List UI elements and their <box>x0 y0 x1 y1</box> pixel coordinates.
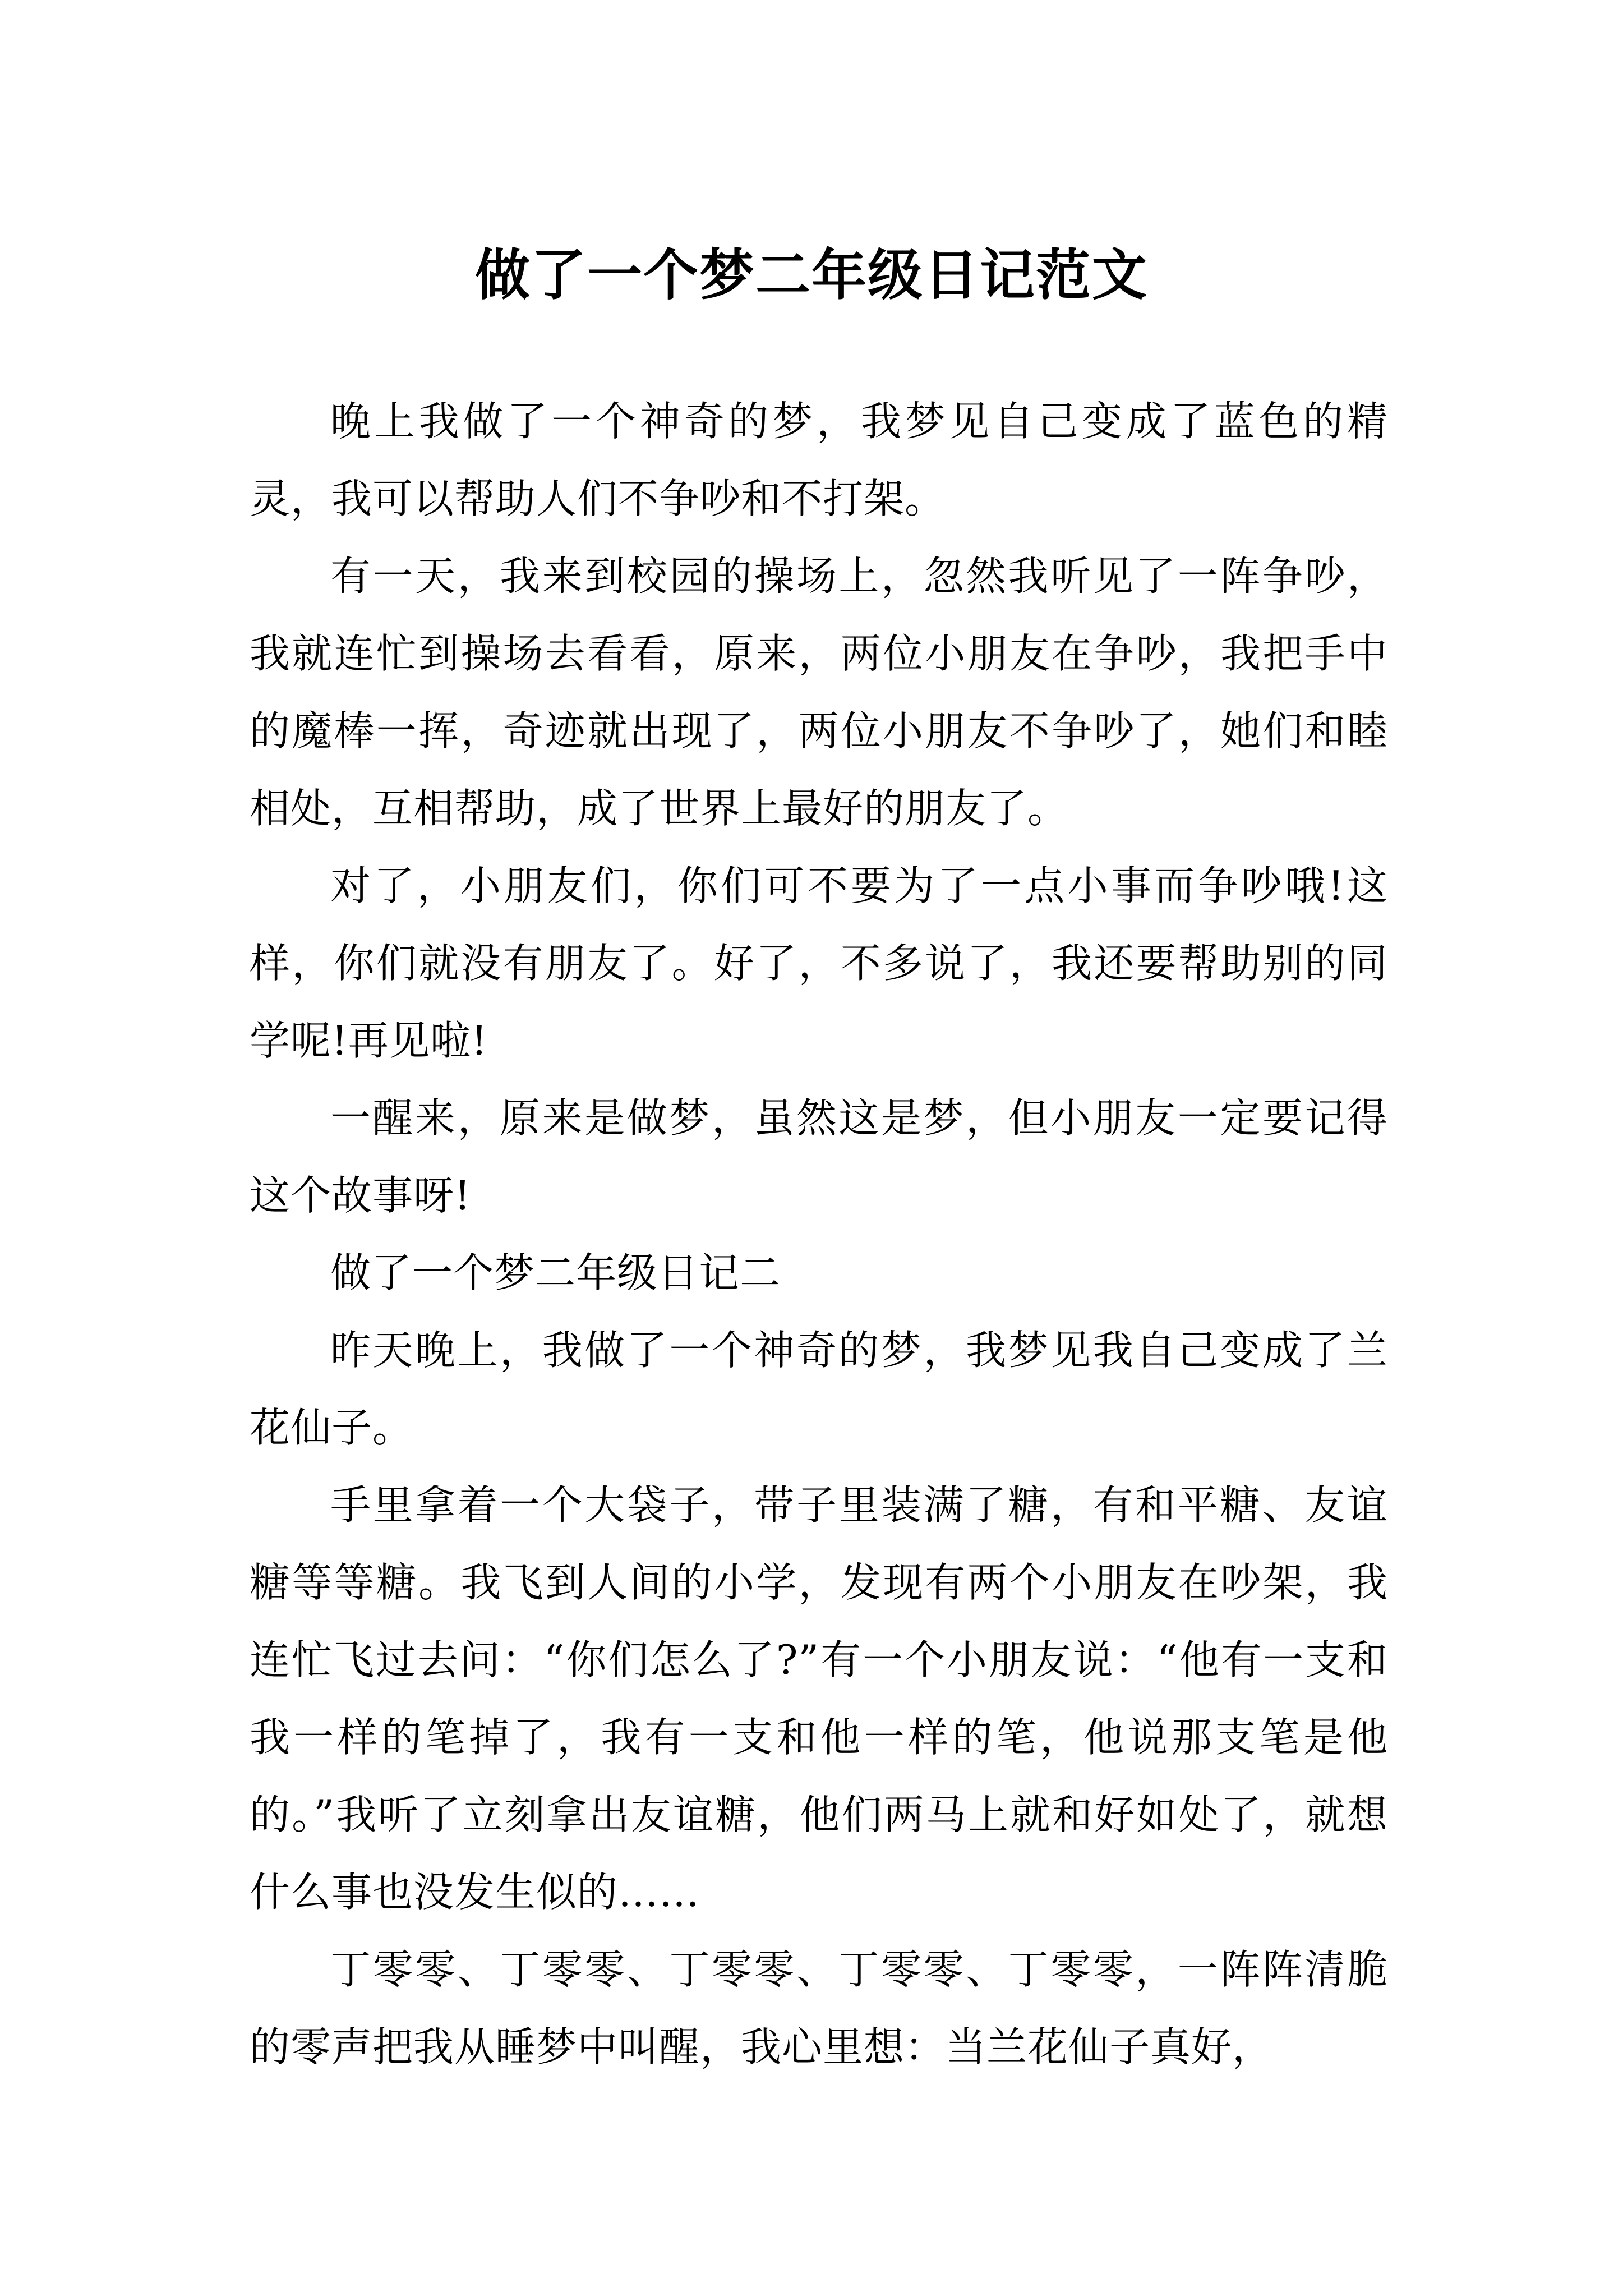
paragraph: 手里拿着一个大袋子，带子里装满了糖，有和平糖、友谊糖等等糖。我飞到人间的小学，发现有两个小朋友在吵架，我连忙飞过去问：“你们怎么了?”有一个小朋友说：“他有一支和我一样的笔掉了，我有一支和他一样的笔，他说那支笔是他的。”我听了立刻拿出友谊糖，他们两马上就和好如处了，就想什么事也没发生似的…… <box>250 1481 1388 1916</box>
paragraph: 丁零零、丁零零、丁零零、丁零零、丁零零，一阵阵清脆的零声把我从睡梦中叫醒，我心里想：当兰花仙子真好， <box>250 1946 1388 2070</box>
section-subtitle: 做了一个梦二年级日记二 <box>330 1249 781 1296</box>
paragraph: 有一天，我来到校园的操场上，忽然我听见了一阵争吵，我就连忙到操场去看看，原来，两位小朋友在争吵，我把手中的魔棒一挥，奇迹就出现了，两位小朋友不争吵了，她们和睦相处，互相帮助，成了世界上最好的朋友了。 <box>250 553 1388 832</box>
document-title: 做了一个梦二年级日记范文 <box>474 242 1148 307</box>
paragraph: 对了，小朋友们，你们可不要为了一点小事而争吵哦!这样，你们就没有朋友了。好了，不多说了，我还要帮助别的同学呢!再见啦! <box>250 862 1388 1064</box>
paragraph: 晚上我做了一个神奇的梦，我梦见自己变成了蓝色的精灵，我可以帮助人们不争吵和不打架。 <box>250 398 1388 522</box>
document-body <box>250 383 1388 2086</box>
paragraph: 昨天晚上，我做了一个神奇的梦，我梦见我自己变成了兰花仙子。 <box>250 1327 1388 1451</box>
paragraph: 一醒来，原来是做梦，虽然这是梦，但小朋友一定要记得这个故事呀! <box>250 1094 1388 1219</box>
